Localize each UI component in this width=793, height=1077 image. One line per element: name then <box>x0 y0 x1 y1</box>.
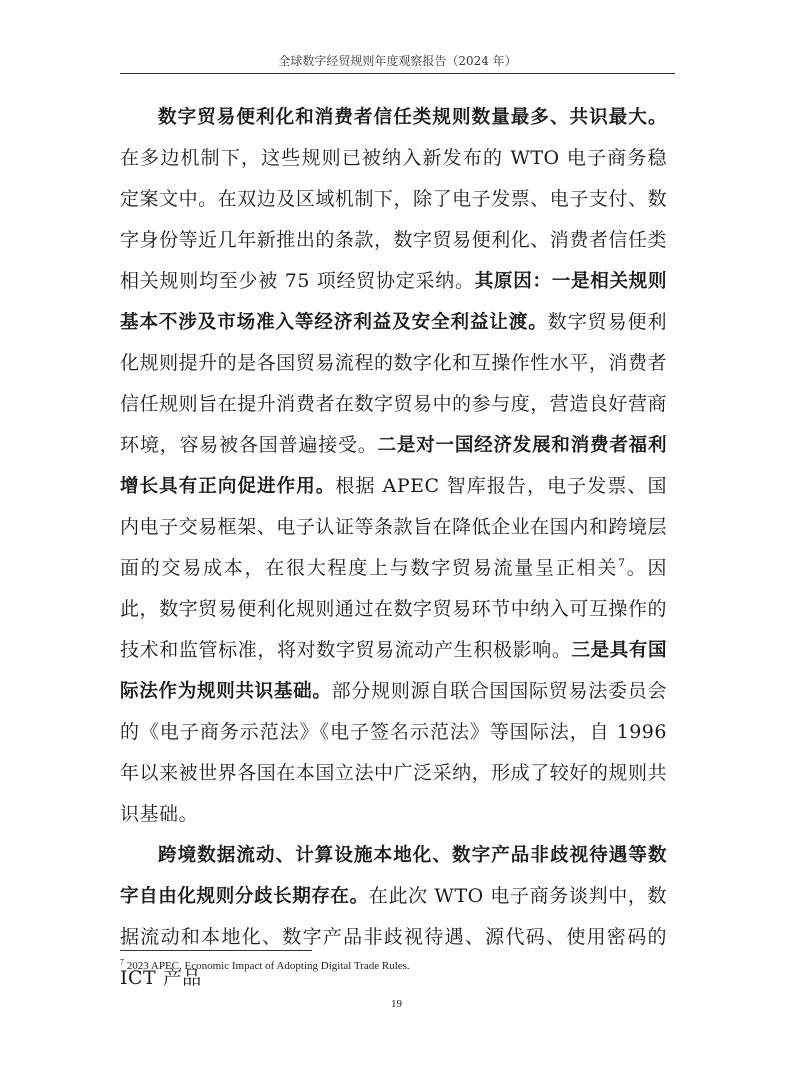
paragraph <box>120 97 667 835</box>
emphasis-text: 跨境数据流动、计算设施本地化、数字产品非歧视待遇等数字自由化规则分歧长期存在。 <box>120 845 667 907</box>
body-text: 数字贸易便利化规则提升的是各国贸易流程的数字化和互操作性水平，消费者信任规则旨在提升消费者在数字贸易中的参与度，营造良好营商环境，容易被各国普遍接受。 <box>120 311 667 456</box>
emphasis-text: 数字贸易便利化和消费者信任类规则数量最多、共识最大。 <box>158 107 667 128</box>
body-text: 。因此，数字贸易便利化规则通过在数字贸易环节中纳入可互操作的技术和监管标准，将对数字贸易流动产生积极影响。 <box>120 557 667 661</box>
footnote-reference[interactable]: 7 <box>617 556 626 570</box>
footnote-text: 2023 APEC, Economic Impact of Adopting Digital Trade Rules. <box>124 960 410 972</box>
footnote <box>120 957 680 972</box>
header-divider <box>120 73 675 74</box>
paragraph <box>120 835 667 999</box>
footnote-divider <box>120 950 312 951</box>
emphasis-text: 三是具有国际法作为规则共识基础。 <box>120 640 667 702</box>
body-text: 根据 APEC 智库报告，电子发票、国内电子交易框架、电子认证等条款旨在降低企业在国内和跨境层面的交易成本，在很大程度上与数字贸易流量呈正相关 <box>120 475 667 579</box>
running-header: 全球数字经贸规则年度观察报告（2024 年） <box>278 54 517 68</box>
emphasis-text: 二是对一国经济发展和消费者福利增长具有正向促进作用。 <box>120 435 667 497</box>
footnote-marker: 7 <box>120 957 124 967</box>
body-text: 部分规则源自联合国国际贸易法委员会的《电子商务示范法》《电子签名示范法》等国际法，自 1996 年以来被世界各国在本国立法中广泛采纳，形成了较好的规则共识基础。 <box>120 680 667 825</box>
body-text: 在此次 WTO 电子商务谈判中，数据流动和本地化、数字产品非歧视待遇、源代码、使用密码的 ICT 产品 <box>120 885 667 989</box>
main-text <box>120 97 667 999</box>
body-text: 在多边机制下，这些规则已被纳入新发布的 WTO 电子商务稳定案文中。在双边及区域机制下，除了电子发票、电子支付、数字身份等近几年新推出的条款，数字贸易便利化、消费者信任类相关规则均至少被 75 项经贸协定采纳。 <box>120 147 667 292</box>
emphasis-text: 其原因：一是相关规则基本不涉及市场准入等经济利益及安全利益让渡。 <box>120 271 667 333</box>
page-number: 19 <box>391 998 402 1010</box>
